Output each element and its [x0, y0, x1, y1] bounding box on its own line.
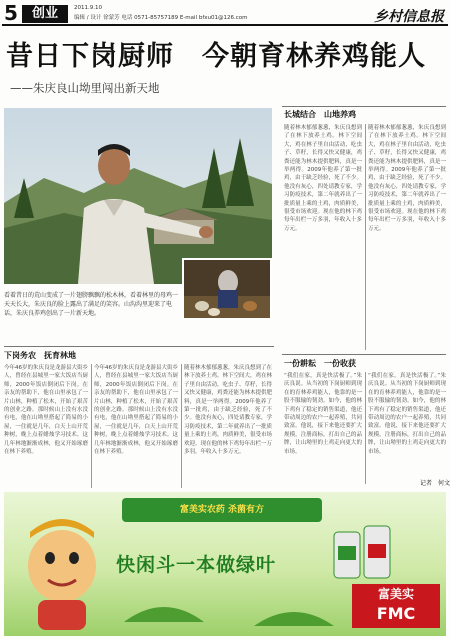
- divider: [282, 354, 446, 355]
- divider: [282, 106, 446, 107]
- byline: 记者 何文: [420, 480, 450, 487]
- email-address: E-mail bfxu01@126.com: [179, 15, 248, 21]
- article-headline: 昔日下岗厨师 今朝育林养鸡能人: [6, 41, 426, 72]
- phone-number: 电话 0571-85757189: [121, 15, 179, 21]
- divider: [4, 346, 274, 347]
- column-divider: [365, 372, 366, 484]
- pesticide-advertisement: [4, 492, 446, 636]
- editor-credit: 编辑 / 设计 徐蒙芳: [74, 15, 120, 21]
- column-divider: [181, 364, 182, 488]
- page-number: 5: [4, 1, 18, 25]
- section-title-forest-chicken: 长城结合 山地养鸡: [284, 110, 356, 119]
- article-column: 今年46岁的朱庆良是龙游县大街乡人，曾经在县城里一家大饭店当厨师，2000年饭店倒闭后下岗。在亲友的帮助下，他在山里承包了一片山林，种植了松木，开始了艰苦的创业之路。那时候山上没有水没有电，他在山坳里搭起了简易的小屋，一住就是几年，白天上山开荒种树，晚上点着蜡烛学习技术。这几年林地渐渐成林，他又开始琢磨在林下养殖。: [4, 365, 88, 456]
- column-divider: [91, 364, 92, 488]
- publication-name: 乡村信息报: [374, 9, 444, 25]
- page-header: [2, 2, 448, 26]
- ad-banner: 富美实农药 杀菌有方: [122, 498, 322, 522]
- article-column: “我们在家，真是快活极了。”朱庆良说。从当初的下岗厨师到现在的育林养鸡能人，他靠的是一股不服输的韧劲。如今，他的林下鸡有了稳定的销售渠道，他还带动周边的农户一起养殖，共同致富。他说，接下来他还要扩大规模，注册商标，打出自己的品牌，让山坳里的土鸡走向更大的市场。: [284, 373, 362, 455]
- article-subtitle: ——朱庆良山坳里闯出新天地: [10, 81, 160, 95]
- column-divider: [365, 124, 366, 350]
- article-column: 随着林木郁郁葱葱，朱庆良想到了在林下放养土鸡。林下空间大，鸡在林子里自由活动，吃虫子、草籽，长得又快又健康，鸡粪还能为林木提供肥料，真是一举两得。2009年他养了第一批鸡，由于缺乏经验，死了不少。他没有灰心，四处请教专家，学习防疫技术，第二年就养出了一批质量上乘的土鸡，肉质鲜美，很受市场欢迎。现在他的林下鸡每年出栏一万多羽，年收入十多万元。: [284, 125, 362, 232]
- ad-slogan: 快闲斗一本做绿叶: [116, 554, 277, 576]
- fmc-logo: [352, 584, 440, 628]
- section-title-harvest: 一份耕耘 一份收获: [284, 359, 356, 368]
- brand-name-en: FMC: [376, 604, 416, 623]
- chickens-illustration: [184, 260, 270, 318]
- photo-caption: 看着昔日的荒山变成了一片翅膀飘飘的松木林，看着林里的母鸡一天天长大，朱庆良的脸上露出了满足的笑容。山沟沟里迎来了电话，朱庆良养鸡创出了一片新天地。: [4, 292, 179, 317]
- article-column: 今年46岁的朱庆良是龙游县大街乡人，曾经在县城里一家大饭店当厨师，2000年饭店倒闭后下岗。在亲友的帮助下，他在山里承包了一片山林，种植了松木，开始了艰苦的创业之路。那时候山上没有水没有电，他在山坳里搭起了简易的小屋，一住就是几年，白天上山开荒种树，晚上点着蜡烛学习技术。这几年林地渐渐成林，他又开始琢磨在林下养殖。: [94, 365, 178, 456]
- article-column: 随着林木郁郁葱葱，朱庆良想到了在林下放养土鸡。林下空间大，鸡在林子里自由活动，吃虫子、草籽，长得又快又健康，鸡粪还能为林木提供肥料，真是一举两得。2009年他养了第一批鸡，由于缺乏经验，死了不少。他没有灰心，四处请教专家，学习防疫技术，第二年就养出了一批质量上乘的土鸡，肉质鲜美，很受市场欢迎。现在他的林下鸡每年出栏一万多羽，年收入十多万元。: [368, 125, 446, 232]
- article-column: “我们在家，真是快活极了。”朱庆良说。从当初的下岗厨师到现在的育林养鸡能人，他靠的是一股不服输的韧劲。如今，他的林下鸡有了稳定的销售渠道，他还带动周边的农户一起养殖，共同致富。他说，接下来他还要扩大规模，注册商标，打出自己的品牌，让山坳里的土鸡走向更大的市场。: [368, 373, 446, 455]
- chickens-inset-photo: [182, 258, 272, 320]
- section-label: 创业: [22, 5, 68, 23]
- section-title-laid-off: 下岗务农 抚育林地: [4, 351, 76, 360]
- article-column: 随着林木郁郁葱葱，朱庆良想到了在林下放养土鸡。林下空间大，鸡在林子里自由活动，吃虫子、草籽，长得又快又健康，鸡粪还能为林木提供肥料，真是一举两得。2009年他养了第一批鸡，由于缺乏经验，死了不少。他没有灰心，四处请教专家，学习防疫技术，第二年就养出了一批质量上乘的土鸡，肉质鲜美，很受市场欢迎。现在他的林下鸡每年出栏一万多羽，年收入十多万元。: [184, 365, 272, 456]
- editor-contact: [74, 13, 248, 21]
- brand-name-cn: 富美实: [377, 587, 414, 601]
- issue-date: 2011.9.10: [74, 5, 102, 11]
